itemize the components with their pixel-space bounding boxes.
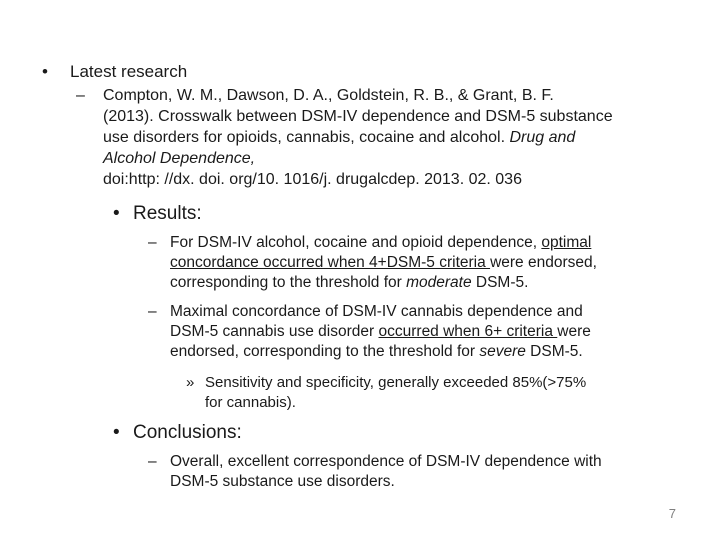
reference-doi[interactable]: doi:http: //dx. doi. org/10. 1016/j. drugalcdep. 2013. 02. 036 [103, 171, 522, 188]
bullet-chevron-icon: » [186, 374, 195, 391]
page-number: 7 [668, 506, 676, 521]
results-heading: Results: [133, 203, 202, 224]
underlined-phrase: occurred when 6+ criteria [378, 323, 558, 340]
emphasis-severe: severe [479, 343, 526, 360]
reference-entry [76, 85, 696, 190]
bullet-dash-icon: – [148, 303, 157, 320]
bullet-latest-research [42, 61, 682, 83]
conclusions-heading-row [113, 421, 673, 445]
results-item-2: – Maximal concordance of DSM-IV cannabis dependence and DSM-5 cannabis use disorder occurred when 6+ criteria were endorsed, corresponding to the threshold for severe DSM-5. [148, 303, 591, 360]
latest-research-label: Latest research [70, 62, 188, 81]
conclusions-item-1: – Overall, excellent correspondence of DSM-IV dependence with DSM-5 substance use disorders. [148, 453, 602, 490]
bullet-dash-icon: – [148, 453, 157, 470]
bullet-dot-icon: • [113, 203, 120, 224]
journal-name-continued: Alcohol Dependence, [103, 150, 256, 167]
reference-title-line2: use disorders for opioids, cannabis, cocaine and alcohol. Drug and [103, 129, 576, 146]
bullet-dash-icon: – [148, 234, 157, 251]
results-subitem: » Sensitivity and specificity, generally exceeded 85%(>75% for cannabis). [186, 374, 587, 411]
bullet-dot-icon: • [113, 422, 120, 443]
underlined-phrase: optimal [541, 234, 592, 251]
results-item-1: – For DSM-IV alcohol, cocaine and opioid dependence, optimal concordance occurred when 4+DSM-5 criteria were endorsed, corresponding to the threshold for moderate DSM-5. [148, 234, 597, 291]
reference-title-line1: (2013). Crosswalk between DSM-IV dependence and DSM-5 substance [103, 108, 613, 125]
results-heading-row [113, 202, 673, 226]
emphasis-moderate: moderate [406, 274, 472, 291]
conclusions-heading: Conclusions: [133, 422, 242, 443]
bullet-dash-icon: – [76, 87, 85, 104]
reference-authors: Compton, W. M., Dawson, D. A., Goldstein, R. B., & Grant, B. F. [103, 87, 554, 104]
reference-text [103, 85, 696, 190]
journal-name: Drug and [509, 129, 576, 146]
bullet-dot-icon: • [42, 62, 48, 81]
underlined-phrase: concordance occurred when 4+DSM-5 criteria [170, 254, 491, 271]
